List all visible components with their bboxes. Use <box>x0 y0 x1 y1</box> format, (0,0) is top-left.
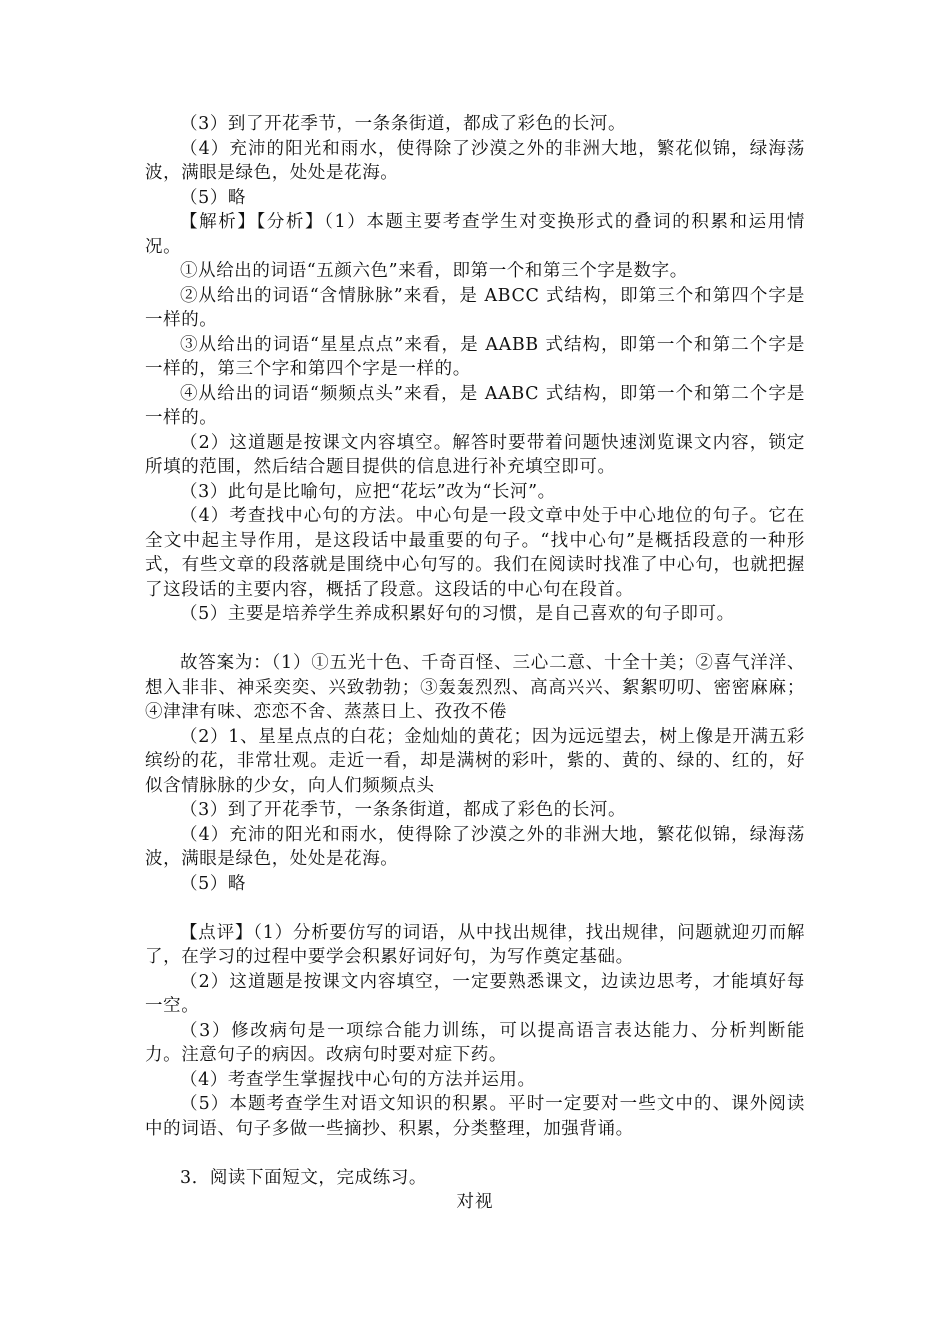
blank-line <box>145 627 805 652</box>
paragraph: （4）考查学生掌握找中心句的方法并运用。 <box>180 1069 536 1090</box>
article-title: 对视 <box>456 1192 494 1212</box>
paragraph: （2）这道题是按课文内容填空，一定要熟悉课文，边读边思考，才能填好每一空。 <box>145 971 805 1016</box>
paragraph: （4）考查找中心句的方法。中心句是一段文章中处于中心地位的句子。它在全文中起主导作用，是这段话中最重要的句子。“找中心句”是概括段意的一种形式，有些文章的段落就是围绕中心句写的。我们在阅读时找准了中心句，也就把握了这段话的主要内容，概括了段意。这段话的中心句在段首。 <box>145 506 805 600</box>
paragraph: （5）略 <box>180 873 247 894</box>
blank-line <box>145 896 805 921</box>
paragraph: （5）略 <box>180 187 247 208</box>
paragraph: （3）到了开花季节，一条条街道，都成了彩色的长河。 <box>180 114 627 134</box>
analysis-heading-paragraph: 【解析】【分析】（1）本题主要考查学生对变换形式的叠词的积累和运用情况。 <box>145 212 805 257</box>
question-3-prompt: 3．阅读下面短文，完成练习。 <box>180 1167 428 1188</box>
review-heading-paragraph: 【点评】（1）分析要仿写的词语，从中找出规律，找出规律，问题就迎刃而解了，在学习的过程中要学会积累好词好句，为写作奠定基础。 <box>145 922 805 967</box>
answer-section <box>145 651 805 896</box>
blank-line <box>145 1141 805 1166</box>
paragraph: （2）1、星星点点的白花；金灿灿的黄花；因为远远望去，树上像是开满五彩缤纷的花，非常壮观。走近一看，却是满树的彩叶，紫的、黄的、绿的、红的，好似含情脉脉的少女，向人们频频点头 <box>145 726 805 796</box>
paragraph: （2）这道题是按课文内容填空。解答时要带着问题快速浏览课文内容，锁定所填的范围，然后结合题目提供的信息进行补充填空即可。 <box>145 432 805 477</box>
document-page <box>145 112 805 1215</box>
paragraph: （3）修改病句是一项综合能力训练，可以提高语言表达能力、分析判断能力。注意句子的病因。改病句时要对症下药。 <box>145 1020 805 1065</box>
paragraph: （5）主要是培养学生养成积累好句的习惯，是自己喜欢的句子即可。 <box>180 604 735 624</box>
paragraph: （4）充沛的阳光和雨水，使得除了沙漠之外的非洲大地，繁花似锦，绿海荡波，满眼是绿色，处处是花海。 <box>145 824 805 869</box>
paragraph: （3）此句是比喻句，应把“花坛”改为“长河”。 <box>180 481 556 502</box>
answer-section-top <box>145 112 805 627</box>
paragraph: （5）本题考查学生对语文知识的积累。平时一定要对一些文中的、课外阅读中的词语、句子多做一些摘抄、积累，分类整理，加强背诵。 <box>145 1094 805 1139</box>
paragraph: ①从给出的词语“五颜六色”来看，即第一个和第三个字是数字。 <box>180 261 688 281</box>
review-section <box>145 921 805 1142</box>
paragraph: ③从给出的词语“星星点点”来看，是 AABB 式结构，即第一个和第二个字是一样的，第三个字和第四个字是一样的。 <box>145 334 805 379</box>
paragraph: ④从给出的词语“频频点头”来看，是 AABC 式结构，即第一个和第二个字是一样的。 <box>145 383 805 428</box>
paragraph: ②从给出的词语“含情脉脉”来看，是 ABCC 式结构，即第三个和第四个字是一样的。 <box>145 285 805 330</box>
paragraph: （4）充沛的阳光和雨水，使得除了沙漠之外的非洲大地，繁花似锦，绿海荡波，满眼是绿色，处处是花海。 <box>145 138 805 183</box>
answer-paragraph: 故答案为：（1）①五光十色、千奇百怪、三心二意、十全十美；②喜气洋洋、想入非非、神采奕奕、兴致勃勃；③轰轰烈烈、高高兴兴、絮絮叨叨、密密麻麻；④津津有味、恋恋不舍、蒸蒸日上、孜孜不倦 <box>145 653 805 722</box>
paragraph: （3）到了开花季节，一条条街道，都成了彩色的长河。 <box>180 800 627 820</box>
